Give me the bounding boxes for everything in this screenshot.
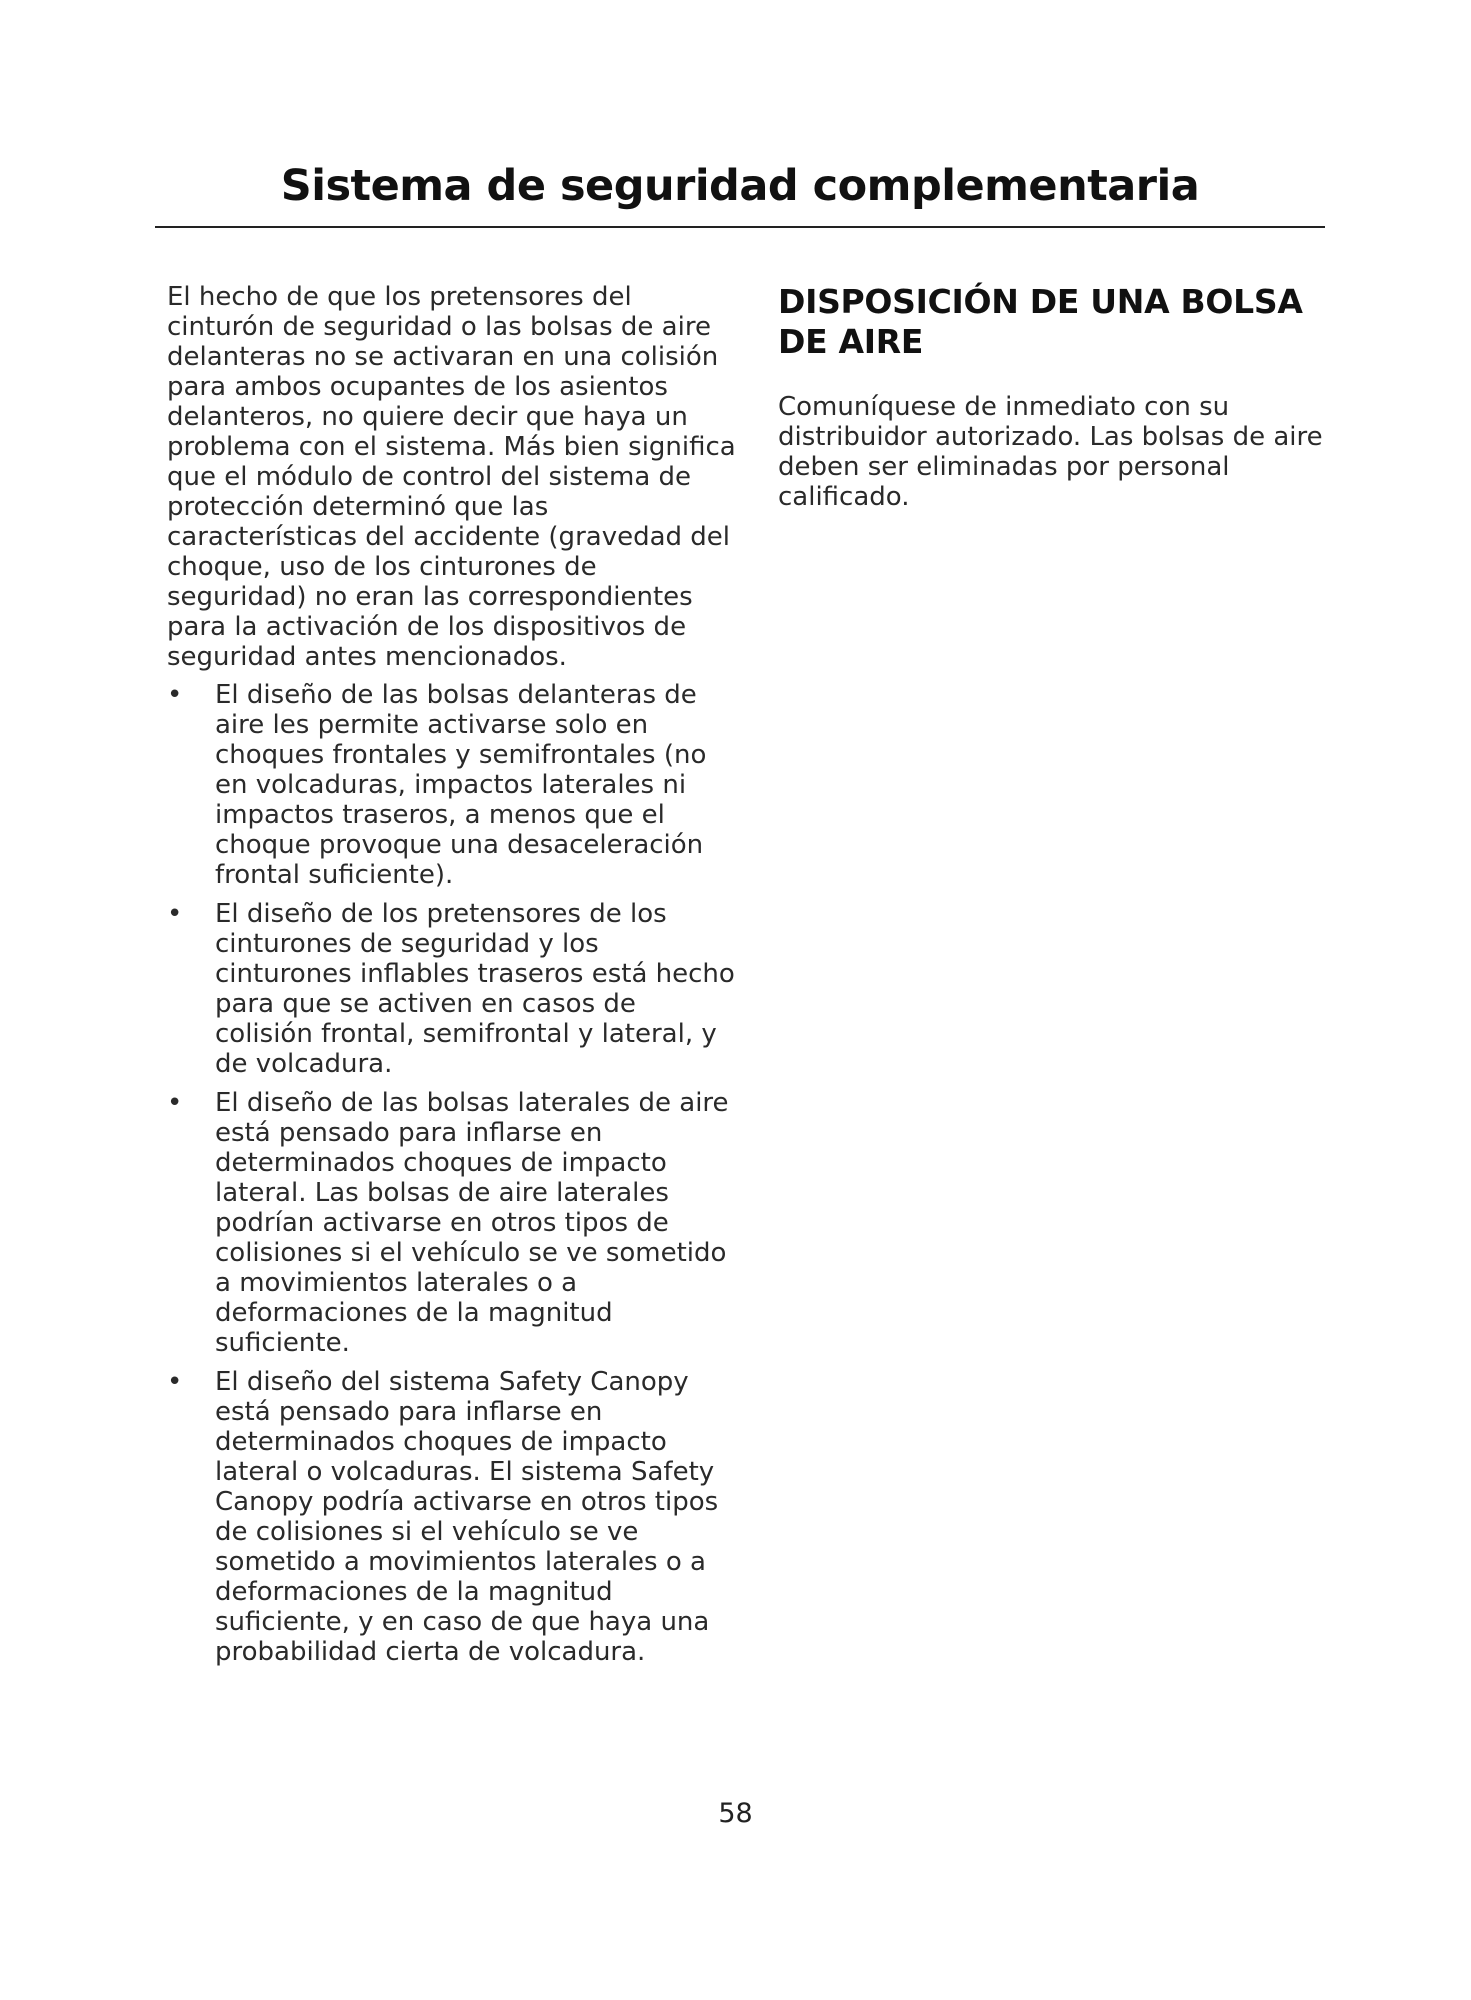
- bullet-icon: •: [167, 680, 183, 710]
- list-item-text: El diseño del sistema Safety Canopy está pensado para inflarse en determinados choques de impacto lateral o volcaduras. El sistema Safety Canopy podría activarse en otros tipos de colisiones si el vehículo se ve sometido a movimientos laterales o a deformaciones de la magnitud suficiente, y en caso de que haya una probabilidad cierta de volcadura.: [215, 1367, 719, 1667]
- section-heading: DISPOSICIÓN DE UNA BOLSA DE AIRE: [778, 282, 1303, 361]
- title-divider: [155, 226, 1325, 228]
- right-column: [778, 282, 1348, 512]
- bullet-list: [167, 680, 737, 1667]
- list-item: [167, 1088, 737, 1358]
- list-item: [167, 899, 737, 1079]
- intro-paragraph: El hecho de que los pretensores del cinturón de seguridad o las bolsas de aire delanteras no se activaran en una colisión para ambos ocupantes de los asientos delanteros, no quiere decir que haya un problema con el sistema. Más bien significa que el módulo de control del sistema de protección determinó que las características del accidente (gravedad del choque, uso de los cinturones de seguridad) no eran las correspondientes para la activación de los dispositivos de seguridad antes mencionados.: [167, 282, 736, 672]
- list-item-text: El diseño de los pretensores de los cinturones de seguridad y los cinturones inflables traseros está hecho para que se activen en casos de colisión frontal, semifrontal y lateral, y de volcadura.: [215, 899, 735, 1079]
- bullet-icon: •: [167, 899, 183, 929]
- list-item: [167, 1367, 737, 1667]
- list-item-text: El diseño de las bolsas delanteras de aire les permite activarse solo en choques frontales y semifrontales (no en volcaduras, impactos laterales ni impactos traseros, a menos que el choque provoque una desaceleración frontal suficiente).: [215, 680, 707, 890]
- list-item-text: El diseño de las bolsas laterales de aire está pensado para inflarse en determinados choques de impacto lateral. Las bolsas de aire laterales podrían activarse en otros tipos de colisiones si el vehículo se ve sometido a movimientos laterales o a deformaciones de la magnitud suficiente.: [215, 1088, 729, 1358]
- page-title: Sistema de seguridad complementaria: [280, 161, 1200, 211]
- left-column: [167, 282, 737, 1676]
- section-body: Comuníquese de inmediato con su distribuidor autorizado. Las bolsas de aire deben ser eliminadas por personal calificado.: [778, 392, 1323, 512]
- page-number: 58: [718, 1798, 753, 1829]
- bullet-icon: •: [167, 1088, 183, 1118]
- list-item: [167, 680, 737, 890]
- bullet-icon: •: [167, 1367, 183, 1397]
